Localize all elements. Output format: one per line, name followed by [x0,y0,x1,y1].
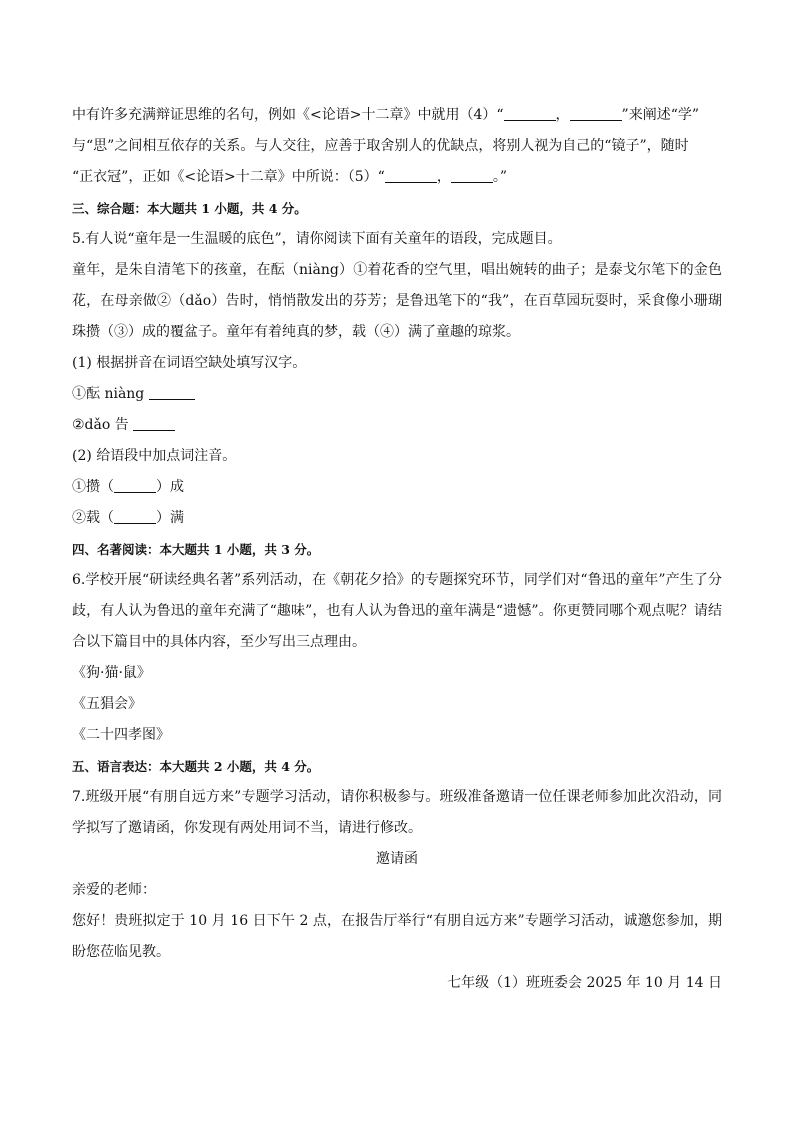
item-label: ①酝 niàng [72,386,145,402]
answer-blank[interactable] [149,383,195,400]
fill-item-1 [72,379,722,410]
item-label: ）满 [156,510,184,526]
sub-question-1: (1) 根据拼音在词语空缺处填写汉字。 [72,355,307,371]
section-heading: 五、语言表达：本大题共 2 小题，共 4 分。 [72,759,320,774]
fill-item-3 [72,472,722,503]
question-6: 6.学校开展“研读经典名著”系列活动，在《朝花夕拾》的专题探究环节，同学们对“鲁迅的童年”产生了分歧，有人认为鲁迅的童年充满了“趣味”，也有人认为鲁迅的童年满是“遗憾”。你更赞同哪个观点呢？请结合以下篇目中的具体内容，至少写出三点理由。 [72,572,722,650]
answer-blank[interactable] [570,104,622,121]
question-5: 5.有人说“童年是一生温暖的底色”，请你阅读下面有关童年的语段，完成题目。 [72,231,562,247]
intro-text: 中有许多充满辩证思维的名句，例如《<论语>十二章》中就用（4）“ [72,107,504,123]
item-label: ②dǎo 告 [72,417,129,433]
section-heading: 三、综合题：本大题共 1 小题，共 4 分。 [72,201,307,216]
intro-text: 。” [492,169,508,185]
book-title: 《狗·猫·鼠》 [72,665,151,681]
intro-text: ”来阐述“学” [621,107,700,123]
section-heading: 四、名著阅读：本大题共 1 小题，共 3 分。 [72,542,320,557]
book-title: 《二十四孝图》 [72,727,170,743]
letter-greeting: 亲爱的老师： [72,882,156,898]
intro-text: “正衣冠”，正如《<论语>十二章》中所说：（5）“ [72,169,385,185]
item-label: ）成 [156,479,184,495]
answer-blank[interactable] [133,414,175,431]
page-content [72,100,722,999]
letter-signature: 七年级（1）班班委会 2025 年 10 月 14 日 [447,975,722,991]
letter-body: 您好！贵班拟定于 10 月 16 日下午 2 点，在报告厅举行“有朋自远方来”专题学习活动，诚邀您参加，期盼您莅临见教。 [72,913,722,960]
item-label: ①攒（ [72,479,114,495]
sub-question-2: (2) 给语段中加点词注音。 [72,448,237,464]
fill-item-4 [72,503,722,534]
answer-blank[interactable] [114,476,156,493]
item-label: ②载（ [72,510,114,526]
question-7: 7.班级开展“有朋自远方来”专题学习活动，请你积极参与。班级准备邀请一位任课老师参加此次沿动，同学拟写了邀请函，你发现有两处用词不当，请进行修改。 [72,789,722,836]
answer-blank[interactable] [451,166,493,183]
intro-line-3 [72,162,722,193]
answer-blank[interactable] [385,166,437,183]
letter-title: 邀请函 [376,851,418,867]
intro-text: ， [436,169,451,185]
answer-blank[interactable] [504,104,556,121]
intro-line-1 [72,100,722,131]
book-title: 《五猖会》 [72,696,142,712]
passage: 童年，是朱自清笔下的孩童，在酝（niàng）①着花香的空气里，唱出婉转的曲子；是泰戈尔笔下的金色花，在母亲做②（dǎo）告时，悄悄散发出的芬芳；是鲁迅笔下的“我”，在百草园玩耍时，采食像小珊瑚珠攒（③）成的覆盆子。童年有着纯真的梦，载（④）满了童趣的琼浆。 [72,262,722,340]
intro-text: ， [555,107,570,123]
fill-item-2 [72,410,722,441]
answer-blank[interactable] [114,507,156,524]
intro-line-2: 与“思”之间相互依存的关系。与人交往，应善于取舍别人的优缺点，将别人视为自己的“镜子”，随时 [72,138,689,154]
